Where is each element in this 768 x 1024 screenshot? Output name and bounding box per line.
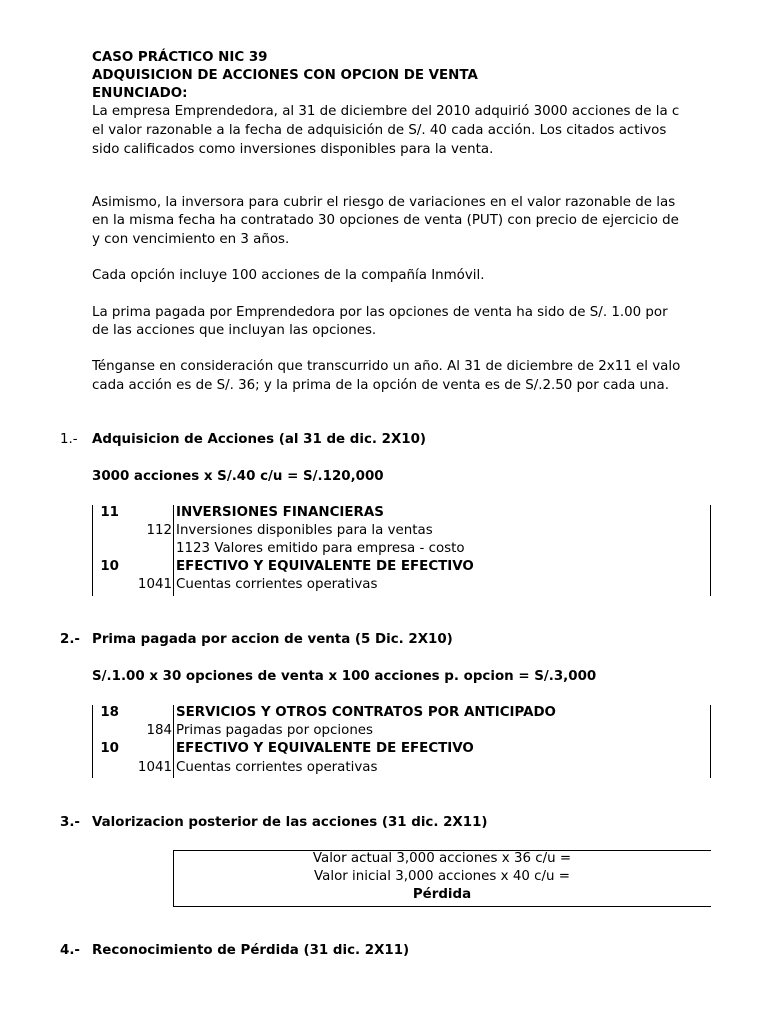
account-code: 18	[100, 705, 119, 720]
account-description: EFECTIVO Y EQUIVALENTE DE EFECTIVO	[176, 559, 474, 574]
current-value-line: Valor actual 3,000 acciones x 36 c/u =	[312, 851, 572, 866]
journal-column-divider	[173, 505, 174, 596]
section-2-title: Prima pagada por accion de venta (5 Dic. 2X10)	[92, 632, 453, 647]
section-4-title: Reconocimiento de Pérdida (31 dic. 2X11)	[92, 943, 410, 958]
paragraph-4-line-2: de las acciones que incluyan las opciones.	[92, 323, 377, 338]
subaccount-code: 112	[146, 523, 172, 538]
journal-column-divider	[173, 705, 174, 778]
paragraph-3-line-1: Cada opción incluye 100 acciones de la compañía Inmóvil.	[92, 268, 485, 283]
paragraph-4-line-1: La prima pagada por Emprendedora por las opciones de venta ha sido de S/. 1.00 por	[92, 305, 668, 320]
initial-value-line: Valor inicial 3,000 acciones x 40 c/u =	[314, 869, 570, 884]
section-1-number: 1.-	[60, 432, 78, 447]
section-1-title: Adquisicion de Acciones (al 31 de dic. 2X10)	[92, 432, 427, 447]
paragraph-2-line-1: Asimismo, la inversora para cubrir el riesgo de variaciones en el valor razonable de las	[92, 195, 676, 210]
valuation-box-bottom-border	[173, 906, 711, 907]
paragraph-1-line-2: el valor razonable a la fecha de adquisición de S/. 40 cada acción. Los citados activos	[92, 123, 667, 138]
journal-border-right	[710, 505, 711, 596]
account-description: EFECTIVO Y EQUIVALENTE DE EFECTIVO	[176, 741, 474, 756]
paragraph-2-line-2: en la misma fecha ha contratado 30 opciones de venta (PUT) con precio de ejercicio de	[92, 213, 679, 228]
journal-border-right	[710, 705, 711, 778]
account-code: 10	[100, 741, 119, 756]
account-code: 11	[100, 505, 119, 520]
subaccount-description: Cuentas corrientes operativas	[176, 760, 378, 775]
section-4-number: 4.-	[60, 943, 80, 958]
section-1-calculation: 3000 acciones x S/.40 c/u = S/.120,000	[92, 469, 384, 484]
case-subtitle: ADQUISICION DE ACCIONES CON OPCION DE VENTA	[92, 68, 478, 83]
section-2-calculation: S/.1.00 x 30 opciones de venta x 100 acciones p. opcion = S/.3,000	[92, 669, 597, 684]
case-title: CASO PRÁCTICO NIC 39	[92, 50, 268, 65]
subaccount-code: 1041	[137, 760, 172, 775]
section-3-number: 3.-	[60, 815, 80, 830]
subaccount-description: Cuentas corrientes operativas	[176, 577, 378, 592]
section-3-title: Valorizacion posterior de las acciones (31 dic. 2X11)	[92, 815, 488, 830]
enunciado-heading: ENUNCIADO:	[92, 86, 188, 101]
account-description: INVERSIONES FINANCIERAS	[176, 505, 384, 520]
account-code: 10	[100, 559, 119, 574]
paragraph-1-line-1: La empresa Emprendedora, al 31 de diciembre del 2010 adquirió 3000 acciones de la c	[92, 104, 680, 119]
subaccount-code: 1041	[137, 577, 172, 592]
section-2-number: 2.-	[60, 632, 80, 647]
paragraph-5-line-2: cada acción es de S/. 36; y la prima de la opción de venta es de S/.2.50 por cada una.	[92, 378, 669, 393]
loss-label: Pérdida	[412, 887, 472, 902]
subaccount-code: 184	[146, 723, 172, 738]
subaccount-description: Inversiones disponibles para la ventas	[176, 523, 433, 538]
paragraph-1-line-3: sido calificados como inversiones disponibles para la venta.	[92, 142, 494, 157]
subaccount-description: Primas pagadas por opciones	[176, 723, 374, 738]
paragraph-2-line-3: y con vencimiento en 3 años.	[92, 232, 290, 247]
account-description: SERVICIOS Y OTROS CONTRATOS POR ANTICIPADO	[176, 705, 556, 720]
subaccount-description: 1123 Valores emitido para empresa - costo	[176, 541, 465, 556]
paragraph-5-line-1: Ténganse en consideración que transcurrido un año. Al 31 de diciembre de 2x11 el valo	[92, 359, 681, 374]
